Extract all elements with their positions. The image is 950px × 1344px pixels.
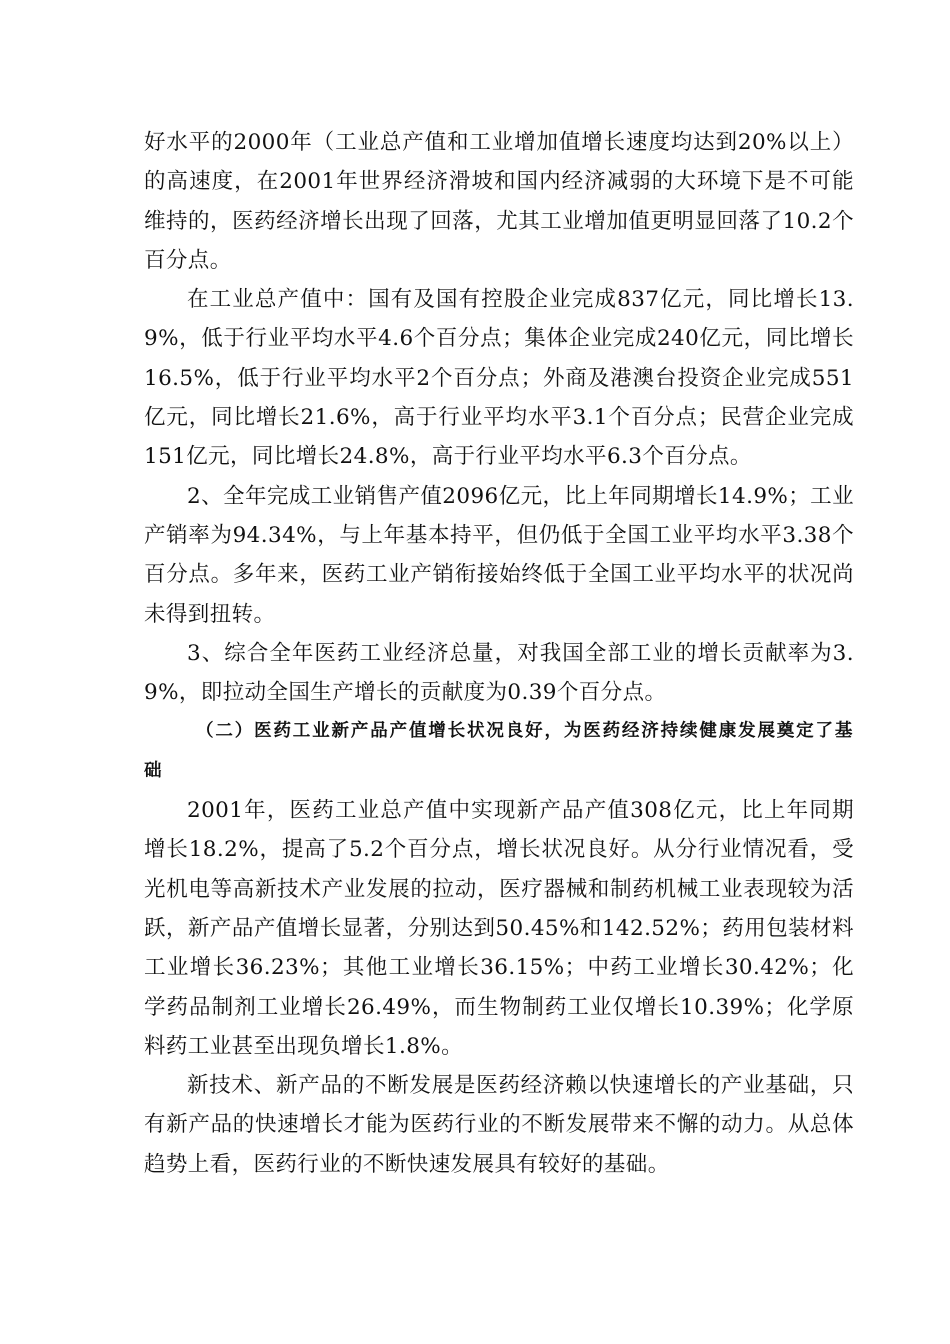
- paragraph-new-product-output: 2001年，医药工业总产值中实现新产品产值308亿元，比上年同期增长18.2%，提高了5.2个百分点，增长状况良好。从分行业情况看，受光机电等高新技术产业发展的拉动，医疗器械和制药机械工业表现较为活跃，新产品产值增长显著，分别达到50.45%和142.52%；药用包装材料工业增长36.23%；其他工业增长36.15%；中药工业增长30.42%；化学药品制剂工业增长26.49%，而生物制药工业仅增长10.39%；化学原料药工业甚至出现负增长1.8%。: [144, 798, 854, 1059]
- section-heading: （二）医药工业新产品产值增长状况良好，为医药经济持续健康发展奠定了基础: [144, 721, 854, 781]
- paragraph-growth-slowdown: 好水平的2000年（工业总产值和工业增加值增长速度均达到20%以上）的高速度，在2001年世界经济滑坡和国内经济减弱的大环境下是不可能维持的，医药经济增长出现了回落，尤其工业增加值更明显回落了10.2个百分点。: [144, 130, 854, 273]
- paragraph-development-basis: 新技术、新产品的不断发展是医药经济赖以快速增长的产业基础，只有新产品的快速增长才能为医药行业的不断发展带来不懈的动力。从总体趋势上看，医药行业的不断快速发展具有较好的基础。: [144, 1073, 854, 1177]
- paragraph-sales-value: 2、全年完成工业销售产值2096亿元，比上年同期增长14.9%；工业产销率为94.34%，与上年基本持平，但仍低于全国工业平均水平3.38个百分点。多年来，医药工业产销衔接始终低于全国工业平均水平的状况尚未得到扭转。: [144, 483, 854, 627]
- document-page: [144, 123, 854, 1184]
- paragraph-contribution-rate: 3、综合全年医药工业经济总量，对我国全部工业的增长贡献率为3.9%，即拉动全国生产增长的贡献度为0.39个百分点。: [144, 640, 854, 706]
- paragraph-ownership-breakdown: 在工业总产值中：国有及国有控股企业完成837亿元，同比增长13.9%，低于行业平均水平4.6个百分点；集体企业完成240亿元，同比增长16.5%，低于行业平均水平2个百分点；外商及港澳台投资企业完成551亿元，同比增长21.6%，高于行业平均水平3.1个百分点；民营企业完成151亿元，同比增长24.8%，高于行业平均水平6.3个百分点。: [144, 287, 854, 470]
